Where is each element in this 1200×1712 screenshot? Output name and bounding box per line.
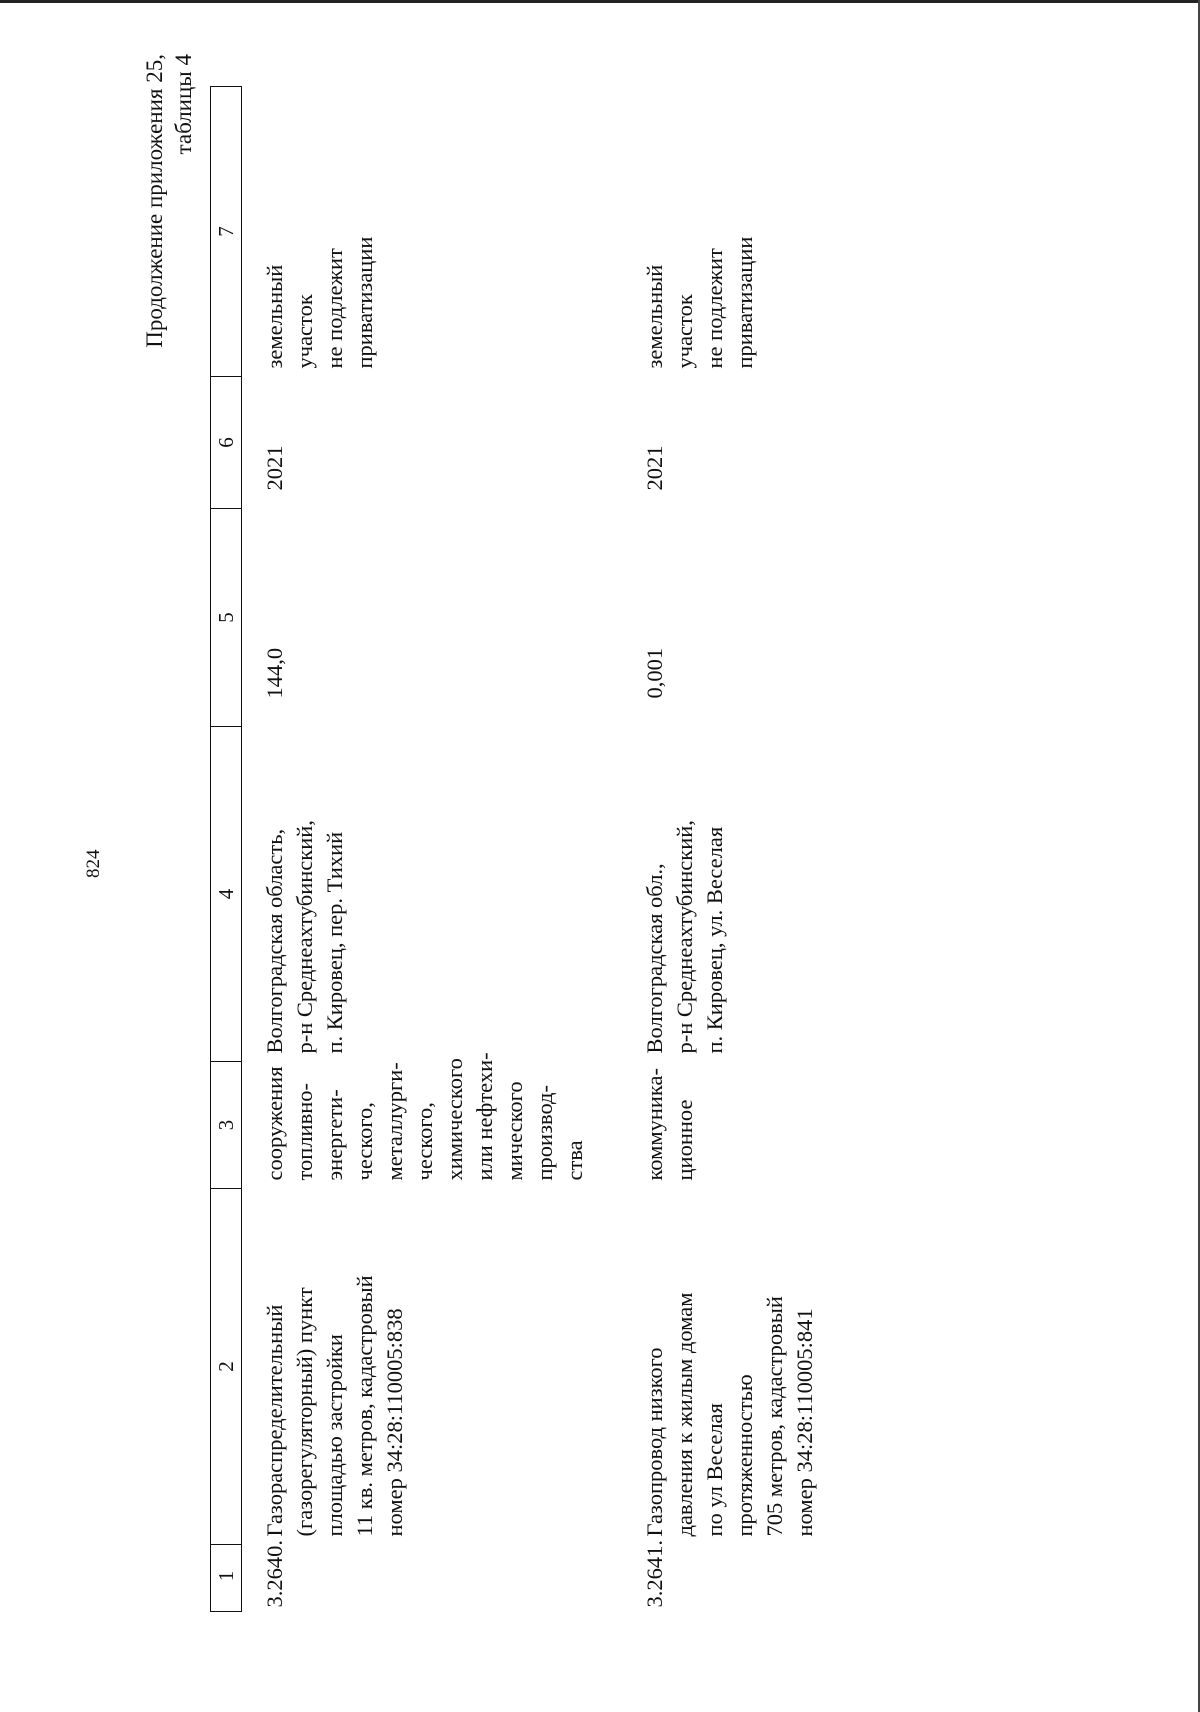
note-line: не подлежит xyxy=(702,248,727,369)
object-name-cell xyxy=(260,1189,590,1545)
value-cell: 0,001 xyxy=(642,647,667,699)
register-table xyxy=(210,86,820,1612)
header-col-3: 3 xyxy=(211,1062,242,1189)
note-line: не подлежит xyxy=(322,248,347,369)
object-name-line: 11 кв. метров, кадастровый xyxy=(352,1275,377,1537)
object-name-line: площадью застройки xyxy=(322,1334,347,1537)
object-type-line: металлурги- xyxy=(382,1062,407,1181)
header-col-7: 7 xyxy=(211,87,242,377)
address-line: р-н Среднеахтубинский, xyxy=(672,820,697,1054)
header-col-2: 2 xyxy=(211,1189,242,1545)
address-line: Волгоградская обл., xyxy=(642,863,667,1054)
note-line: приватизации xyxy=(732,236,757,369)
header-col-4: 4 xyxy=(211,727,242,1062)
object-type-line: мического xyxy=(502,1081,527,1181)
continuation-line-2: таблицы 4 xyxy=(171,54,196,155)
object-name-line: Газораспределительный xyxy=(262,1304,287,1537)
value-cell: 144,0 xyxy=(262,647,287,699)
continuation-line-1: Продолжение приложения 25, xyxy=(142,54,167,348)
spacer-row xyxy=(242,87,261,1612)
object-type-line: или нефтехи- xyxy=(472,1052,497,1181)
note-line: участок xyxy=(292,294,317,369)
year-cell: 2021 xyxy=(642,445,667,491)
header-row xyxy=(211,87,242,1612)
object-name-line: по ул Веселая xyxy=(702,1403,727,1537)
address-line: р-н Среднеахтубинский, xyxy=(292,820,317,1054)
object-name-line: 705 метров, кадастровый xyxy=(762,1296,787,1537)
note-line: участок xyxy=(672,294,697,369)
address-line: п. Кировец, пер. Тихий xyxy=(322,831,347,1054)
object-name-line: протяженностью xyxy=(732,1374,757,1537)
address-cell xyxy=(260,727,590,1062)
object-name-line: давления к жилым домам xyxy=(672,1292,697,1537)
table-row xyxy=(260,87,590,1612)
object-type-cell xyxy=(640,1062,820,1189)
object-type-line: ства xyxy=(562,1140,587,1181)
object-type-line: ционное xyxy=(672,1099,697,1181)
note-cell xyxy=(260,87,590,377)
note-line: земельный xyxy=(262,264,287,369)
object-name-line: (газорегуляторный) пункт xyxy=(292,1287,317,1537)
object-type-line: энергети- xyxy=(322,1089,347,1181)
note-cell xyxy=(640,87,820,377)
header-col-5: 5 xyxy=(211,509,242,727)
header-col-6: 6 xyxy=(211,377,242,509)
address-line: п. Кировец, ул. Веселая xyxy=(702,826,727,1054)
object-type-line: ческого, xyxy=(352,1102,377,1181)
object-type-line: производ- xyxy=(532,1085,557,1181)
spacer-row xyxy=(590,87,640,1612)
object-type-line: химического xyxy=(442,1058,467,1181)
address-cell xyxy=(640,727,820,1062)
object-type-line: ческого, xyxy=(412,1102,437,1181)
object-type-line: топливно- xyxy=(292,1082,317,1181)
header-col-1: 1 xyxy=(211,1545,242,1612)
note-line: приватизации xyxy=(352,236,377,369)
continuation-heading xyxy=(140,54,198,348)
object-name-line: Газопровод низкого xyxy=(642,1347,667,1537)
address-line: Волгоградская область, xyxy=(262,828,287,1054)
object-type-line: коммуника- xyxy=(642,1068,667,1181)
note-line: земельный xyxy=(642,264,667,369)
object-name-cell xyxy=(640,1189,820,1545)
object-type-line: сооружения xyxy=(262,1066,287,1181)
page-number: 824 xyxy=(83,849,104,878)
year-cell: 2021 xyxy=(262,445,287,491)
row-number: 3.2640. xyxy=(262,1540,287,1608)
row-number: 3.2641. xyxy=(642,1540,667,1608)
object-type-cell xyxy=(260,1052,590,1189)
object-name-line: номер 34:28:110005:841 xyxy=(792,1308,817,1537)
object-name-line: номер 34:28:110005:838 xyxy=(382,1308,407,1537)
table-row xyxy=(640,87,820,1612)
